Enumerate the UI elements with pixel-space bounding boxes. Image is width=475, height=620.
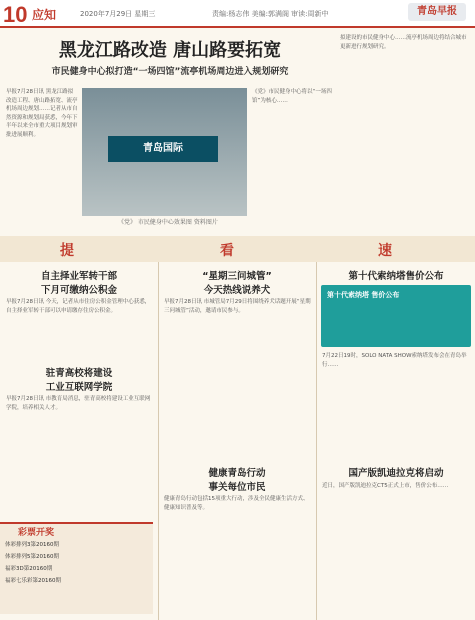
left-headline-4: 工业互联网学院 <box>45 382 113 393</box>
left-headline-2: 下月可缴纳公积金 <box>40 285 117 296</box>
right-headline-1: 第十代索纳塔售价公布 <box>348 271 444 282</box>
main-subheadline: 市民健身中心拟打造“一场四馆”流亭机场周边进入规划研究 <box>51 67 289 77</box>
mid-headline-1: “星期三问城管” <box>202 271 272 282</box>
main-headline: 黑龙江路改造 唐山路要拓宽 <box>58 40 282 61</box>
car-price-card <box>321 285 471 347</box>
mid-body-2: 健康青岛行动包括15项重大行动，涉及全民健康生活方式、健康知识普及等。 <box>164 496 309 511</box>
hero-photo <box>82 88 247 216</box>
mid-headline-2: 今天热线说养犬 <box>203 285 271 296</box>
left-headline-3: 驻青高校将建设 <box>45 368 113 379</box>
left-body-1: 早报7月28日讯 今天，记者从市住房公积金管理中心获悉，自主择业军转干部可以申请缴存住房公积金。 <box>6 299 151 314</box>
right-body-1: 7月22日19时，SOLO NATA SHOW索纳塔发布会在青岛举行…… <box>322 353 467 368</box>
photo-sign-text: 青岛国际 <box>108 136 218 162</box>
lottery-row: 福彩3D第20160期 <box>5 566 53 572</box>
paper-logo: 青岛早报 <box>408 3 466 21</box>
lottery-row: 体彩排列3第20160期 <box>5 542 59 548</box>
mid-headline-4: 事关每位市民 <box>208 482 266 493</box>
badge-ti: 提 <box>60 243 74 259</box>
badge-kan: 看 <box>220 243 234 259</box>
right-body-2: 近日，国产版凯迪拉克CT5正式上市，售价公布…… <box>322 483 449 489</box>
badge-su: 速 <box>378 243 392 259</box>
right-headline-2: 国产版凯迪拉克将启动 <box>348 468 444 479</box>
editors-line: 责编:杨志伟 美编:郭满阁 审读:周新中 <box>212 10 329 18</box>
page-number: 10 <box>3 2 28 27</box>
mid-body-1: 早报7月28日讯 市城管局7月29日将围绕养犬话题开展“星期三问城管”活动，邀请市民参与。 <box>164 299 311 314</box>
lead-paragraph: 早报7月28日讯 黑龙江路拟改造工程、唐山路拓宽、流亭机场周边规划……记者从市自然资源和规划局获悉，今年下半年以来全市重大项目规划审批进展顺利。 <box>6 89 78 138</box>
lottery-title: 彩票开奖 <box>18 528 55 538</box>
left-body-2: 早报7月28日讯 市教育局消息，驻青高校将建设工业互联网学院，培养相关人才。 <box>6 396 151 411</box>
issue-date: 2020年7月29日 星期三 <box>80 10 156 18</box>
lottery-row: 福彩七乐彩第20160期 <box>5 578 61 584</box>
body-column-2: 《党》市民健身中心将以“一场四馆”为核心…… <box>252 89 332 104</box>
car-card-text: 第十代索纳塔 售价公布 <box>327 291 400 299</box>
photo-caption: 《党》 市民健身中心效果图 资料图片 <box>118 219 218 226</box>
left-headline-1: 自主择业军转干部 <box>40 271 117 282</box>
body-column-3: 拟建设的市民健身中心……流亭机场周边将结合城市更新进行规划研究。 <box>340 35 467 50</box>
column-divider <box>316 262 317 620</box>
lottery-row: 体彩排列5第20160期 <box>5 554 59 560</box>
mid-headline-3: 健康青岛行动 <box>208 468 266 479</box>
section-name: 应知 <box>32 8 57 22</box>
page-header <box>0 0 475 28</box>
column-divider <box>158 262 159 620</box>
